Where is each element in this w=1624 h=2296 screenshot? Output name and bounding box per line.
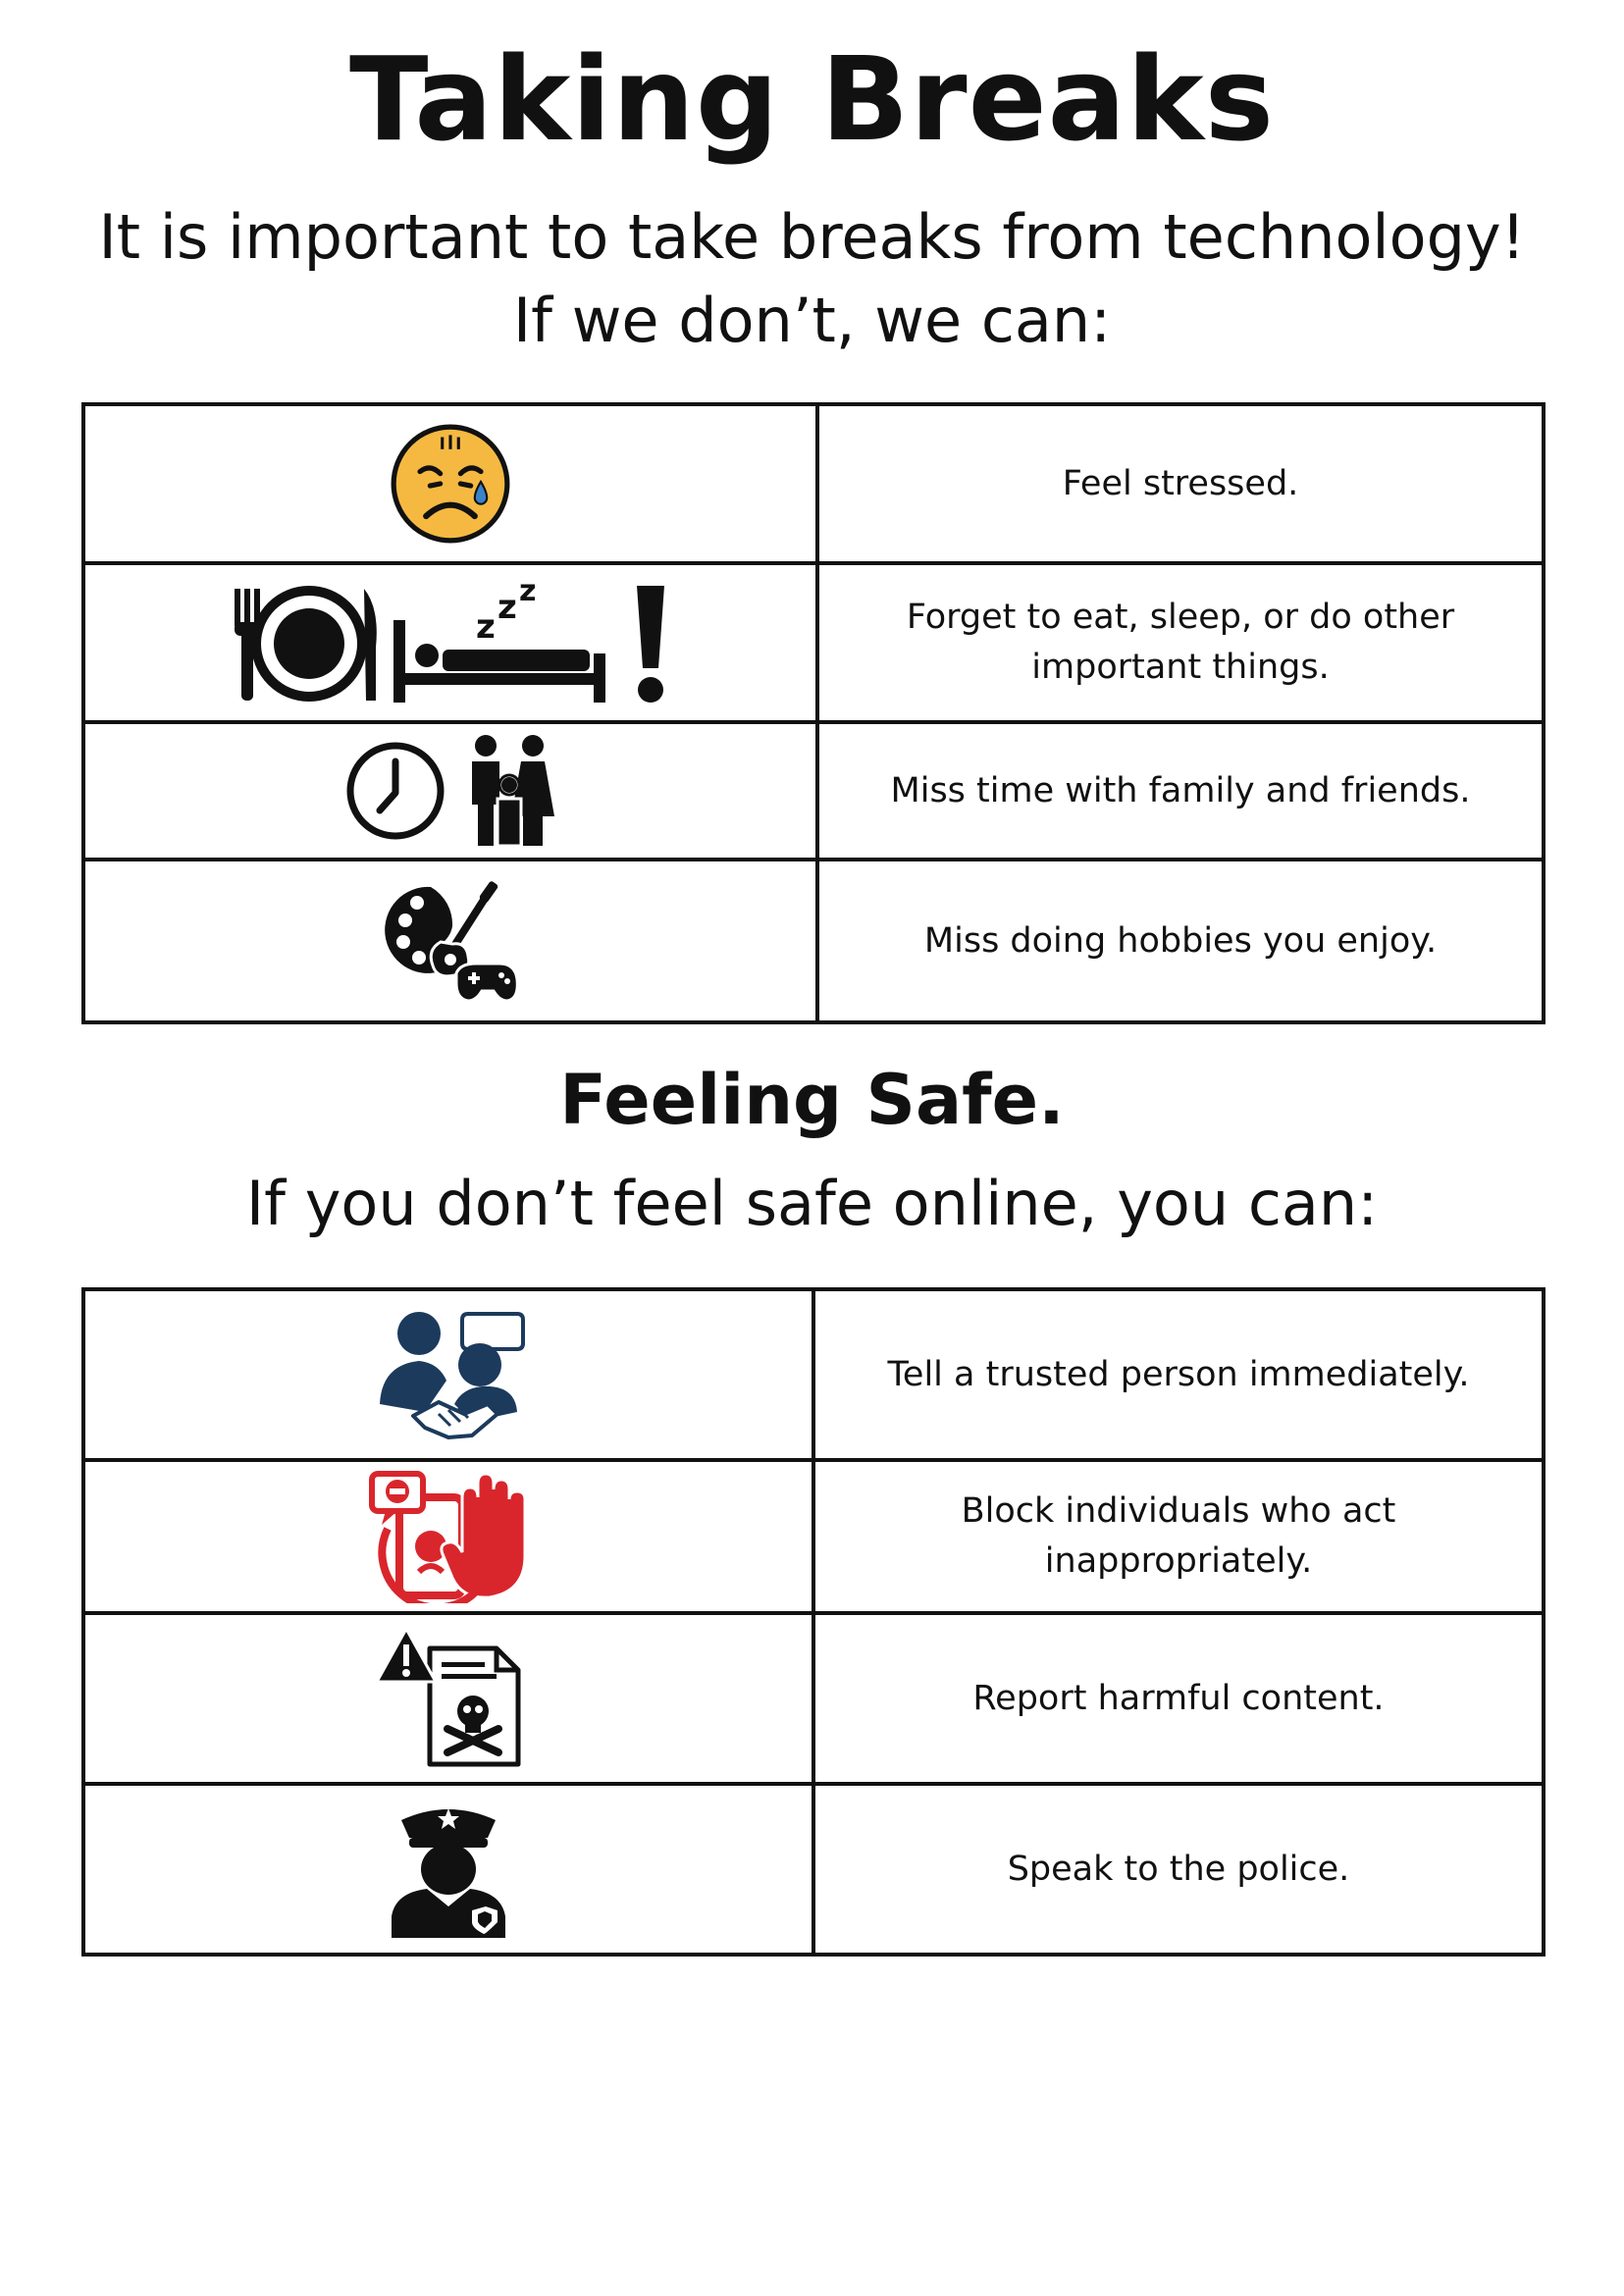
safety-table xyxy=(81,1287,1545,1957)
text-cell xyxy=(817,563,1544,722)
police-officer-icon xyxy=(388,1799,509,1940)
svg-text:z: z xyxy=(519,579,537,608)
eat-sleep-exclamation-icon xyxy=(231,579,613,706)
breaks-table xyxy=(81,402,1545,1024)
text-cell xyxy=(817,722,1544,860)
stressed-face-icon xyxy=(390,423,511,545)
svg-text:z: z xyxy=(498,588,517,627)
icon-cell xyxy=(83,1460,813,1613)
text-cell xyxy=(813,1784,1544,1955)
hobbies-icon xyxy=(382,877,519,1005)
table-row xyxy=(83,1613,1544,1784)
family-icon xyxy=(464,734,556,848)
clock-icon xyxy=(344,740,446,842)
icon-cell xyxy=(83,563,817,722)
icon-cell xyxy=(83,1784,813,1955)
text-cell xyxy=(817,860,1544,1022)
page-title: Taking Breaks xyxy=(349,31,1275,167)
icon-cell xyxy=(83,404,817,563)
row-text: Forget to eat, sleep, or do other important things. xyxy=(906,598,1455,687)
text-cell xyxy=(813,1289,1544,1460)
row-text: Tell a trusted person immediately. xyxy=(887,1354,1470,1394)
icon-cell xyxy=(83,1613,813,1784)
row-text: Speak to the police. xyxy=(1007,1849,1350,1889)
text-cell xyxy=(817,404,1544,563)
table-row xyxy=(83,1784,1544,1955)
table-row xyxy=(83,1460,1544,1613)
row-text: Feel stressed. xyxy=(1062,463,1299,503)
intro-line-2: If we don’t, we can: xyxy=(512,285,1112,356)
trusted-person-icon xyxy=(370,1306,527,1443)
table-row xyxy=(83,860,1544,1022)
text-cell xyxy=(813,1460,1544,1613)
icon-cell xyxy=(83,722,817,860)
report-content-icon xyxy=(375,1627,522,1770)
table-row xyxy=(83,1289,1544,1460)
row-text: Miss time with family and friends. xyxy=(890,770,1471,810)
text-cell xyxy=(813,1613,1544,1784)
svg-text:z: z xyxy=(476,607,496,647)
row-text: Block individuals who act inappropriately. xyxy=(961,1491,1396,1581)
exclamation-icon xyxy=(631,582,670,704)
block-user-icon xyxy=(368,1470,529,1603)
row-text: Miss doing hobbies you enjoy. xyxy=(923,920,1438,961)
icon-cell xyxy=(83,860,817,1022)
table-row xyxy=(83,563,1544,722)
table-row xyxy=(83,722,1544,860)
safety-heading: Feeling Safe. xyxy=(559,1060,1065,1140)
safety-subheading: If you don’t feel safe online, you can: xyxy=(245,1168,1379,1239)
row-text: Report harmful content. xyxy=(972,1678,1385,1718)
table-row xyxy=(83,404,1544,563)
icon-cell xyxy=(83,1289,813,1460)
intro-line-1: It is important to take breaks from technology! xyxy=(98,201,1526,273)
